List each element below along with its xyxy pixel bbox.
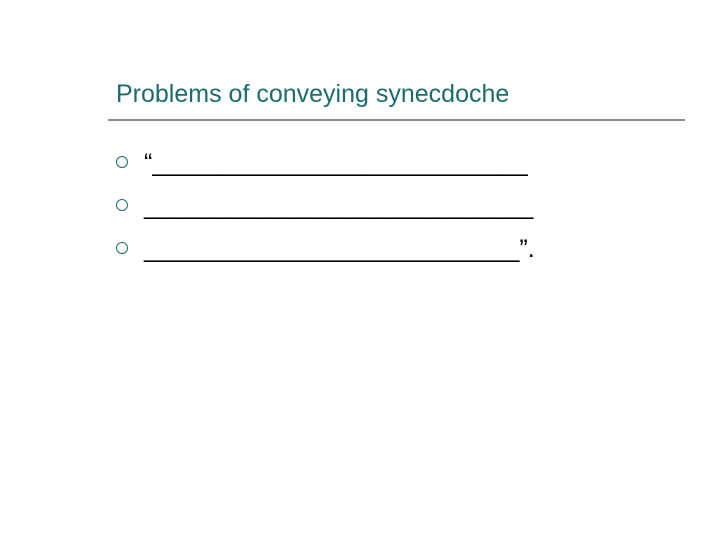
hollow-circle-bullet-icon xyxy=(116,242,128,254)
title-divider xyxy=(108,119,685,121)
bullet-text: ____________________________ xyxy=(144,192,534,220)
hollow-circle-bullet-icon xyxy=(116,199,128,211)
bullet-text: “___________________________ xyxy=(144,149,528,177)
slide-title: Problems of conveying synecdoche xyxy=(116,80,510,108)
hollow-circle-bullet-icon xyxy=(116,156,128,168)
bullet-text: ___________________________”. xyxy=(144,235,535,263)
